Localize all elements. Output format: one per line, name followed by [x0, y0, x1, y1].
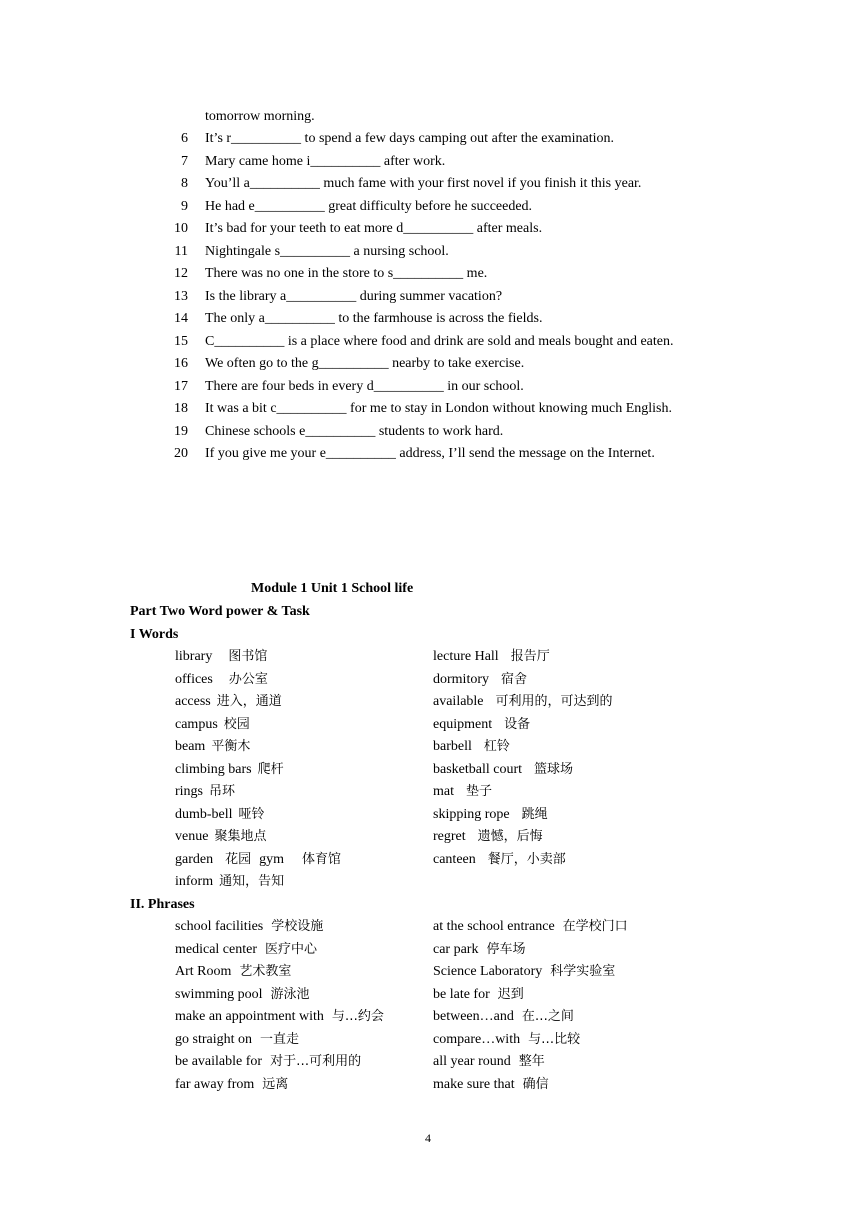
exercise-sentence: Chinese schools e__________ students to work hard.	[205, 423, 504, 439]
word-entry	[433, 806, 548, 824]
word-english: garden	[175, 851, 214, 867]
word-entry	[433, 693, 613, 711]
phrase-entry	[175, 918, 323, 936]
phrase-english: make sure that	[433, 1076, 515, 1092]
exercise-number: 17	[174, 378, 188, 394]
word-english: equipment	[433, 716, 493, 732]
exercise-number: 14	[174, 311, 188, 326]
word-chinese: 体育馆	[302, 851, 342, 867]
exercise-sentence: There was no one in the store to s__________ me.	[205, 266, 488, 281]
word-entry	[175, 806, 279, 824]
phrase-chinese: 与…比较	[528, 1031, 581, 1047]
word-chinese: 可利用的，可达到的	[495, 694, 613, 709]
word-chinese: 垫子	[466, 784, 493, 799]
phrase-english: be available for	[175, 1054, 263, 1069]
word-entry	[433, 738, 510, 756]
phrase-entry	[433, 963, 615, 981]
word-chinese: 杠铃	[483, 739, 510, 754]
phrase-english: Art Room	[175, 964, 232, 979]
exercise-sentence: Is the library a__________ during summer vacation?	[205, 288, 503, 304]
words-heading: I Words	[130, 627, 179, 642]
exercise-sentence: If you give me your e__________ address, I’ll send the message on the Internet.	[205, 446, 655, 461]
exercise-number: 9	[181, 198, 188, 214]
word-chinese: 图书馆	[228, 649, 268, 664]
word-entry	[175, 783, 249, 801]
part-heading: Part Two Word power & Task	[130, 604, 310, 619]
exercise-sentence: It was a bit c__________ for me to stay in London without knowing much English.	[205, 401, 673, 416]
phrase-entry	[433, 1076, 549, 1094]
exercise-continuation: tomorrow morning.	[205, 109, 315, 124]
phrase-chinese: 游泳池	[270, 986, 310, 1002]
exercise-sentence: We often go to the g__________ nearby to take exercise.	[205, 356, 525, 371]
word-english: available	[433, 694, 484, 709]
phrase-entry	[175, 1031, 299, 1049]
word-entry	[175, 738, 264, 756]
phrase-english: Science Laboratory	[433, 964, 543, 979]
phrase-chinese: 医疗中心	[265, 941, 318, 957]
page-number: 4	[425, 1131, 431, 1145]
word-entry	[175, 716, 264, 734]
exercise-number: 20	[174, 446, 188, 461]
word-english: beam	[175, 739, 206, 754]
phrase-chinese: 科学实验室	[550, 964, 616, 979]
word-chinese: 花园	[225, 851, 252, 867]
phrases-heading: II. Phrases	[130, 897, 195, 912]
exercise-sentence: You’ll a__________ much fame with your first novel if you finish it this year.	[205, 176, 642, 191]
word-entry	[433, 828, 543, 846]
phrase-entry	[433, 1031, 580, 1049]
exercise-number: 15	[174, 333, 188, 349]
exercise-number: 11	[174, 243, 188, 259]
word-english: library	[175, 649, 213, 664]
word-chinese: 宿舍	[501, 671, 528, 687]
exercise-number: 19	[174, 423, 188, 439]
word-chinese: 吊环	[209, 784, 236, 799]
word-entry	[175, 761, 298, 779]
phrase-chinese: 确信	[522, 1076, 549, 1092]
word-entry	[433, 761, 573, 779]
exercise-sentence: Mary came home i__________ after work.	[205, 153, 446, 169]
exercise-sentence: It’s r__________ to spend a few days camping out after the examination.	[205, 131, 615, 146]
phrase-english: at the school entrance	[433, 919, 555, 934]
phrase-chinese: 整年	[518, 1054, 545, 1069]
word-chinese: 办公室	[228, 671, 268, 687]
word-entry	[433, 671, 527, 689]
word-english: venue	[175, 829, 209, 844]
exercise-number: 6	[181, 131, 188, 146]
word-english: campus	[175, 716, 218, 732]
phrase-english: car park	[433, 941, 479, 957]
word-english: lecture Hall	[433, 649, 499, 664]
phrase-chinese: 一直走	[260, 1031, 300, 1047]
word-entry	[175, 828, 280, 846]
word-english: skipping rope	[433, 806, 510, 822]
phrase-chinese: 对于…可利用的	[270, 1054, 362, 1069]
word-entry	[433, 716, 530, 734]
phrase-entry	[433, 1053, 545, 1071]
exercise-sentence: C__________ is a place where food and drink are sold and meals bought and eaten.	[205, 333, 674, 349]
phrase-chinese: 远离	[262, 1076, 289, 1092]
exercise-number: 18	[174, 401, 188, 416]
phrase-english: between…and	[433, 1009, 514, 1024]
exercise-number: 13	[174, 288, 188, 304]
word-english: basketball court	[433, 761, 523, 777]
phrase-entry	[175, 1076, 288, 1094]
word-entry	[433, 783, 492, 801]
phrase-entry	[433, 986, 524, 1004]
word-entry	[175, 851, 355, 869]
phrase-english: far away from	[175, 1076, 255, 1092]
phrase-english: go straight on	[175, 1031, 252, 1047]
phrase-chinese: 与…约会	[331, 1009, 384, 1024]
phrase-chinese: 艺术教室	[239, 964, 292, 979]
word-chinese: 餐厅，小卖部	[487, 851, 566, 867]
phrase-chinese: 迟到	[497, 986, 524, 1002]
word-english: rings	[175, 784, 203, 799]
word-entry	[433, 851, 566, 869]
word-chinese: 跳绳	[521, 806, 548, 822]
phrase-chinese: 停车场	[486, 941, 526, 957]
word-chinese: 校园	[223, 716, 250, 732]
word-english: offices	[175, 671, 213, 687]
phrase-english: all year round	[433, 1054, 511, 1069]
phrase-entry	[175, 963, 291, 981]
exercise-number: 8	[181, 176, 188, 191]
word-english: gym	[259, 851, 284, 867]
phrase-english: be late for	[433, 986, 490, 1002]
exercise-number: 7	[181, 153, 188, 169]
exercise-sentence: There are four beds in every d__________ in our school.	[205, 378, 524, 394]
exercise-sentence: The only a__________ to the farmhouse is across the fields.	[205, 311, 543, 326]
word-chinese: 聚集地点	[214, 829, 267, 844]
word-entry	[175, 873, 298, 891]
phrase-entry	[175, 941, 317, 959]
phrase-english: school facilities	[175, 919, 264, 934]
word-entry	[175, 671, 282, 689]
phrase-chinese: 学校设施	[271, 919, 324, 934]
phrase-english: make an appointment with	[175, 1009, 324, 1024]
word-chinese: 设备	[504, 716, 531, 732]
word-chinese: 哑铃	[238, 806, 265, 822]
phrase-entry	[433, 941, 525, 959]
exercise-sentence: Nightingale s__________ a nursing school.	[205, 243, 449, 259]
phrase-chinese: 在…之间	[521, 1009, 574, 1024]
word-chinese: 遗憾，后悔	[477, 829, 543, 844]
phrase-entry	[433, 1008, 574, 1026]
phrase-entry	[175, 1053, 361, 1071]
word-entry	[433, 648, 550, 666]
word-chinese: 篮球场	[534, 761, 574, 777]
word-english: canteen	[433, 851, 476, 867]
word-entry	[175, 648, 281, 666]
word-english: access	[175, 694, 211, 709]
word-chinese: 通知，告知	[219, 874, 285, 889]
phrase-entry	[433, 918, 628, 936]
module-heading: Module 1 Unit 1 School life	[251, 581, 414, 596]
word-english: dormitory	[433, 671, 489, 687]
exercise-sentence: It’s bad for your teeth to eat more d__________ after meals.	[205, 221, 543, 236]
exercise-number: 16	[174, 356, 188, 371]
exercise-sentence: He had e__________ great difficulty before he succeeded.	[205, 198, 533, 214]
word-chinese: 进入，通道	[216, 694, 282, 709]
word-english: barbell	[433, 739, 472, 754]
phrase-entry	[175, 986, 310, 1004]
exercise-number: 10	[174, 221, 188, 236]
phrase-english: medical center	[175, 941, 258, 957]
word-english: inform	[175, 874, 214, 889]
phrase-entry	[175, 1008, 384, 1026]
word-english: regret	[433, 829, 466, 844]
exercise-number: 12	[174, 266, 188, 281]
phrase-english: swimming pool	[175, 986, 263, 1002]
phrase-chinese: 在学校门口	[562, 919, 628, 934]
phrase-english: compare…with	[433, 1031, 521, 1047]
word-chinese: 爬杆	[257, 761, 284, 777]
word-chinese: 平衡木	[211, 739, 251, 754]
word-english: climbing bars	[175, 761, 252, 777]
word-chinese: 报告厅	[510, 649, 550, 664]
word-english: dumb-bell	[175, 806, 233, 822]
word-english: mat	[433, 784, 454, 799]
word-entry	[175, 693, 296, 711]
